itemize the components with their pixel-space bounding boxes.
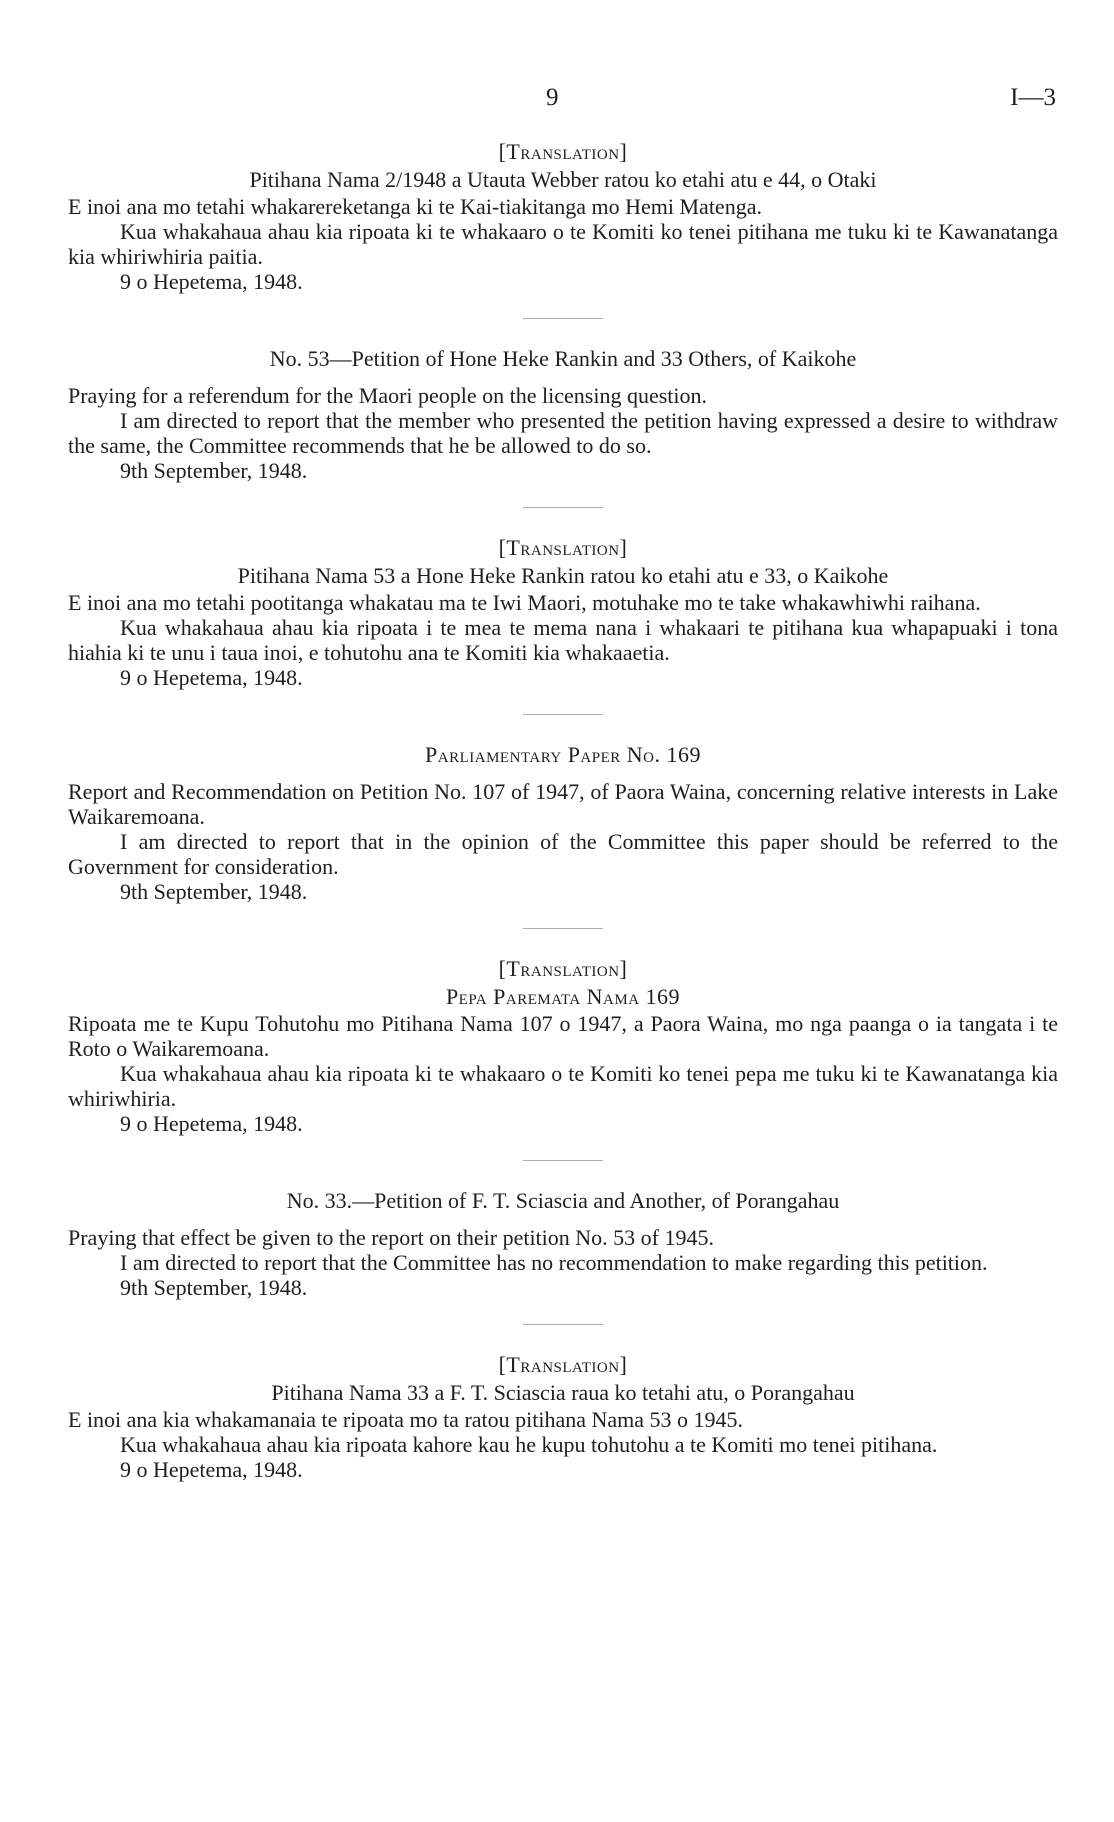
section-divider — [523, 507, 603, 508]
section-heading: No. 53—Petition of Hone Heke Rankin and 33 Others, of Kaikohe — [269, 346, 857, 371]
section-heading: Parliamentary Paper No. 169 — [425, 742, 701, 767]
date-line: 9 o Hepetema, 1948. — [120, 1457, 303, 1482]
report-paragraph: I am directed to report that the Committee has no recommendation to make regarding this petition. — [120, 1250, 988, 1275]
report-paragraph: Kua whakahaua ahau kia ripoata i te mea te mema nana i whakaari te pitihana kua whapapuaki i tona hiahia ki te unu i taua inoi, e tohutohu ana te Komiti kia whakaaetia. — [68, 615, 1058, 665]
petition-section-53 — [68, 345, 1058, 483]
date-line: 9 o Hepetema, 1948. — [120, 269, 303, 294]
paper-section-169 — [68, 741, 1058, 904]
translation-section-53 — [68, 534, 1058, 690]
date-line: 9th September, 1948. — [120, 879, 308, 904]
prayer-line: Praying for a referendum for the Maori people on the licensing question. — [68, 383, 708, 408]
report-paragraph: I am directed to report that the member who presented the petition having expressed a desire to withdraw the same, the Committee recommends that he be allowed to do so. — [68, 408, 1058, 458]
section-divider — [523, 1160, 603, 1161]
section-heading: Pitihana Nama 53 a Hone Heke Rankin ratou ko etahi atu e 33, o Kaikohe — [237, 563, 889, 588]
report-title: Ripoata me te Kupu Tohutohu mo Pitihana Nama 107 o 1947, a Paora Waina, mo nga paanga o ia tangata i te Roto o Waikaremoana. — [68, 1011, 1058, 1061]
translation-label: [Translation] — [498, 1352, 628, 1377]
page-number: 9 — [546, 84, 559, 111]
section-divider — [523, 928, 603, 929]
document-body — [68, 138, 1058, 1482]
translation-label: [Translation] — [498, 956, 628, 981]
date-line: 9th September, 1948. — [120, 1275, 308, 1300]
date-line: 9th September, 1948. — [120, 458, 308, 483]
date-line: 9 o Hepetema, 1948. — [120, 1111, 303, 1136]
section-divider — [523, 1324, 603, 1325]
section-heading: Pitihana Nama 33 a F. T. Sciascia raua ko tetahi atu, o Porangahau — [271, 1380, 855, 1405]
section-divider — [523, 318, 603, 319]
report-paragraph: Kua whakahaua ahau kia ripoata kahore kau he kupu tohutohu a te Komiti mo tenei pitihana. — [120, 1432, 938, 1457]
section-heading: Pitihana Nama 2/1948 a Utauta Webber ratou ko etahi atu e 44, o Otaki — [249, 167, 877, 192]
report-paragraph: Kua whakahaua ahau kia ripoata ki te whakaaro o te Komiti ko tenei pitihana me tuku ki te Kawanatanga kia whiriwhiria paitia. — [68, 219, 1058, 269]
prayer-line: E inoi ana mo tetahi pootitanga whakatau ma te Iwi Maori, motuhake mo te take whakawhiwhi raihana. — [68, 590, 981, 615]
translation-label: [Translation] — [498, 535, 628, 560]
translation-section-33 — [68, 1351, 1058, 1482]
prayer-line: E inoi ana kia whakamanaia te ripoata mo ta ratou pitihana Nama 53 o 1945. — [68, 1407, 744, 1432]
prayer-line: E inoi ana mo tetahi whakarereketanga ki te Kai-tiakitanga mo Hemi Matenga. — [68, 194, 762, 219]
section-heading: No. 33.—Petition of F. T. Sciascia and Another, of Porangahau — [286, 1188, 840, 1213]
prayer-line: Praying that effect be given to the report on their petition No. 53 of 1945. — [68, 1225, 714, 1250]
report-paragraph: Kua whakahaua ahau kia ripoata ki te whakaaro o te Komiti ko tenei pepa me tuku ki te Kawanatanga kia whiriwhiria. — [68, 1061, 1058, 1111]
report-paragraph: I am directed to report that in the opinion of the Committee this paper should be referred to the Government for consideration. — [68, 829, 1058, 879]
translation-section-169 — [68, 955, 1058, 1136]
report-title: Report and Recommendation on Petition No. 107 of 1947, of Paora Waina, concerning relative interests in Lake Waikaremoana. — [68, 779, 1058, 829]
petition-section-33 — [68, 1187, 1058, 1300]
date-line: 9 o Hepetema, 1948. — [120, 665, 303, 690]
translation-section-webber — [68, 138, 1058, 294]
translation-label: [Translation] — [498, 139, 628, 164]
section-heading: Pepa Paremata Nama 169 — [445, 984, 681, 1009]
document-code: I—3 — [1010, 84, 1056, 111]
section-divider — [523, 714, 603, 715]
